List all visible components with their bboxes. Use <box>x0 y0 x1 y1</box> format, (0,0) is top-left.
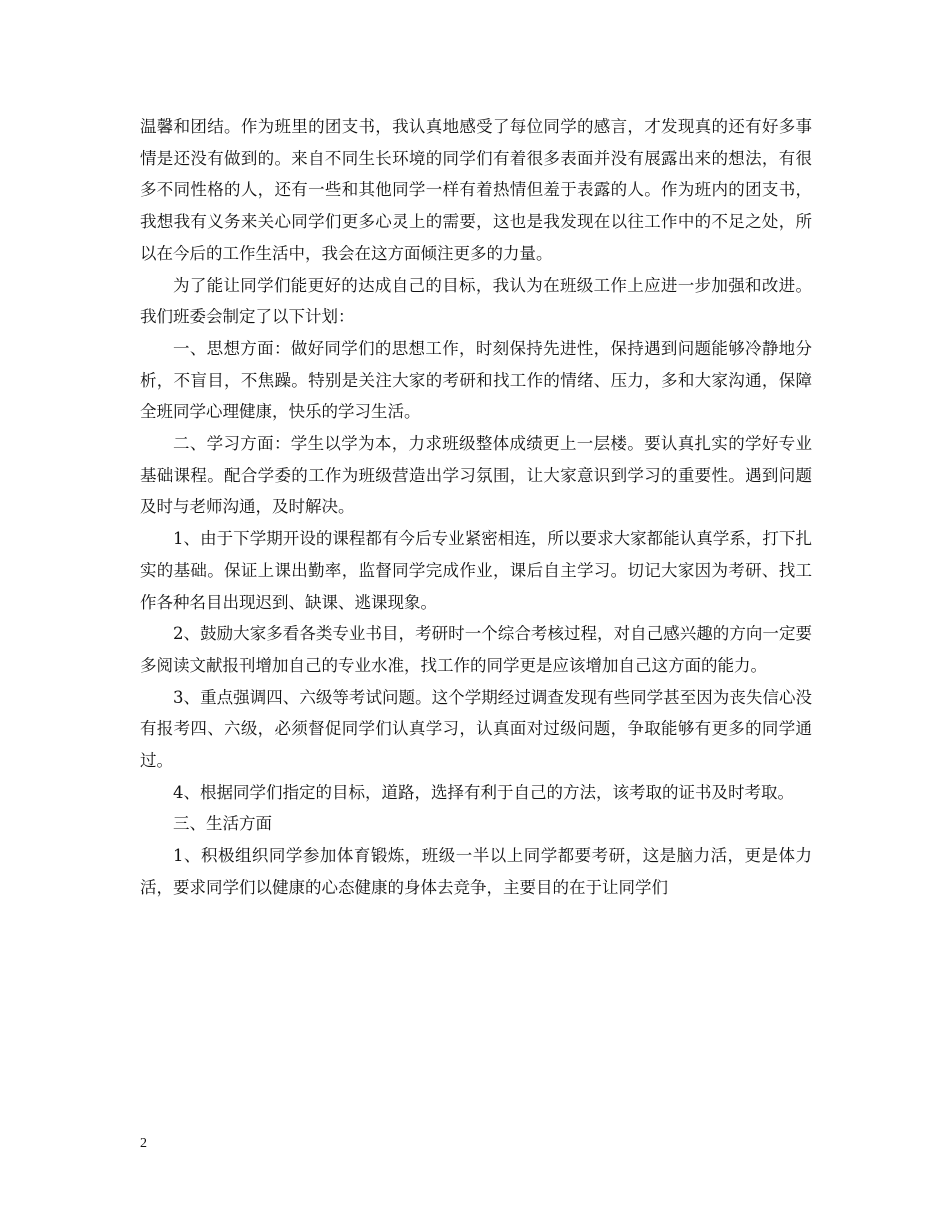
paragraph-8: 4、根据同学们指定的目标，道路，选择有利于自己的方法，该考取的证书及时考取。 <box>173 782 794 802</box>
paragraph-10: 1、积极组织同学参加体育锻炼，班级一半以上同学都要考研，这是脑力活，更是体力活，要求同学们以健康的心态健康的身体去竞争，主要目的在于让同学们 <box>140 846 812 897</box>
paragraph-6: 2、鼓励大家多看各类专业书目，考研时一个综合考核过程，对自己感兴趣的方向一定要多阅读文献报刊增加自己的专业水准，找工作的同学更是应该增加自己这方面的能力。 <box>140 624 812 675</box>
paragraph-2: 为了能让同学们能更好的达成自己的目标，我认为在班级工作上应进一步加强和改进。我们班委会制定了以下计划： <box>140 275 812 327</box>
paragraph-1: 温馨和团结。作为班里的团支书，我认真地感受了每位同学的感言，才发现真的还有好多事情是还没有做到的。来自不同生长环境的同学们有着很多表面并没有展露出来的想法，有很多不同性格的人，还有一些和其他同学一样有着热情但羞于表露的人。作为班内的团支书，我想我有义务来关心同学们更多心灵上的需要，这也是我发现在以往工作中的不足之处，所以在今后的工作生活中，我会在这方面倾注更多的力量。 <box>140 117 812 263</box>
paragraph-5: 1、由于下学期开设的课程都有今后专业紧密相连，所以要求大家都能认真学系，打下扎实的基础。保证上课出勤率，监督同学完成作业，课后自主学习。切记大家因为考研、找工作各种名目出现迟到、缺课、逃课现象。 <box>140 529 812 612</box>
body-text <box>140 111 812 904</box>
paragraph-4: 二、学习方面：学生以学为本，力求班级整体成绩更上一层楼。要认真扎实的学好专业基础课程。配合学委的工作为班级营造出学习氛围，让大家意识到学习的重要性。遇到问题及时与老师沟通，及时解决。 <box>140 434 812 517</box>
page-number: 2 <box>140 1136 147 1151</box>
paragraph-9: 三、生活方面 <box>173 814 272 834</box>
paragraph-3: 一、思想方面：做好同学们的思想工作，时刻保持先进性，保持遇到问题能够冷静地分析，不盲目，不焦躁。特别是关注大家的考研和找工作的情绪、压力，多和大家沟通，保障全班同学心理健康，快乐的学习生活。 <box>140 338 812 422</box>
paragraph-7: 3、重点强调四、六级等考试问题。这个学期经过调查发现有些同学甚至因为丧失信心没有报考四、六级，必须督促同学们认真学习，认真面对过级问题，争取能够有更多的同学通过。 <box>140 687 812 771</box>
